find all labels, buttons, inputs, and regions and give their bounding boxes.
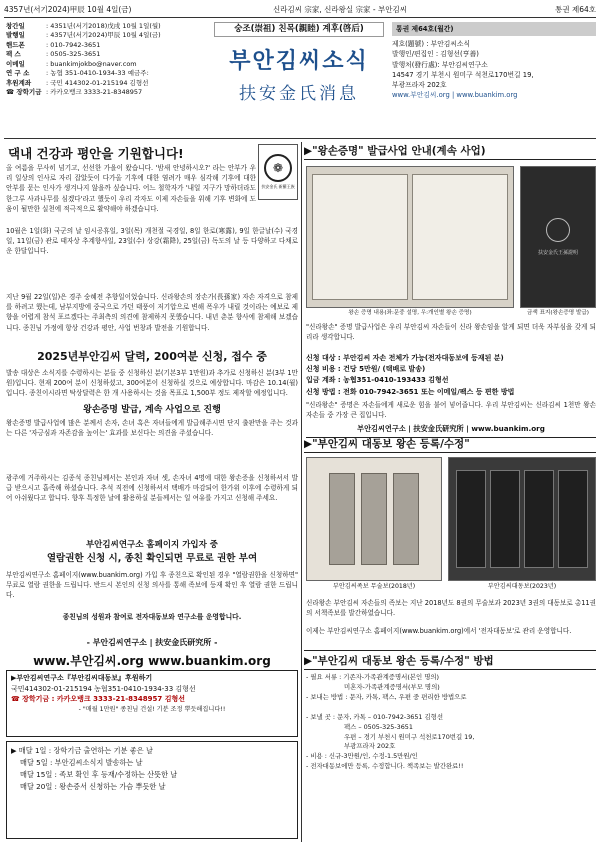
book-volume xyxy=(456,470,486,568)
masthead-info-row xyxy=(6,31,206,40)
masthead-divider xyxy=(4,138,596,139)
greeting-paragraph: 10월은 1일(화) 국군의 날 임시공휴일, 3일(목) 개천절 국경일, 8일 한로(寒露), 9일 한글날(수) 국경일, 11일(금) 관로 태자상 추계향사일, 23일(수) 상강(霜降), 25일(금) 독도의 날 등 다양하고 다채로운 한달입니다. xyxy=(6,227,298,256)
masthead-publisher xyxy=(392,22,596,134)
publisher-line: 부광프라자 202호 xyxy=(392,80,447,89)
book-volume xyxy=(524,470,554,568)
jokbo-2018-photo xyxy=(306,457,442,581)
cert-page-right xyxy=(412,174,508,300)
daedongbo-2023-photo xyxy=(448,457,596,581)
cert-application-info xyxy=(306,353,596,398)
closing-line: 종친님의 성원과 참여로 전자대동보와 연구소를 운영합니다. xyxy=(62,613,242,621)
info-value: : buankimjokbo@naver.com xyxy=(46,59,137,68)
roster-section-heading: ▶"부안김씨 대동보 왕손 등록/수정" xyxy=(304,437,596,453)
method-item: - 전자대동보에만 등록, 수정합니다. 책족보는 발간완료!! xyxy=(306,762,464,771)
photo-caption: 금색 표지(왕손증명 발급) xyxy=(527,310,589,316)
cert-paragraph: 광주에 거주하시는 김종석 종친님께서는 본인과 자녀 셋, 손자녀 4명에 대한 왕손증을 신청하셔서 발급 받으시고 흡족해 하셨습니다. 추석 직전에 신청하셔서 택배가 마감되어 한가위 이후에 수령하게 되어 아쉬웠다고 합니다. 향후 특정한 날에 활용하실 분들께서는 일 여유를 가지고 신청해 주세요. xyxy=(6,474,298,503)
method-item: - 보낼 곳 : 문자, 카톡 – 010-7942-3651 김형선 xyxy=(306,712,444,721)
schedule-item: 매달 20일 : 왕손증서 신청하는 가슴 뿌듯한 날 xyxy=(20,781,166,791)
cert-page-left xyxy=(312,174,408,300)
method-list xyxy=(306,673,596,772)
info-key: ☎ 장학기금 xyxy=(6,87,42,96)
method-item: 팩스 – 0505-325-3651 xyxy=(344,722,413,731)
masthead-info-row xyxy=(6,79,206,88)
clan-emblem xyxy=(258,144,298,200)
book-volume xyxy=(490,470,520,568)
apply-item: 신청 방법 : 전화 010-7942-3651 또는 이메일/팩스 등 편한 방법 xyxy=(306,387,515,396)
calendar-heading: 2025년부안김씨 달력, 200여분 신청, 접수 중 xyxy=(37,350,267,363)
greeting-paragraph: 올 여름을 무사히 넘기고, 선선한 가을이 왔습니다. '밤새 안녕하시오?' 라는 안부가 우리 일상의 인사로 자리 잡았듯이 다가올 기후에 대한 염려가 매우 심각해 기후에 대한 안부를 묻는 인사가 생겨나지 않을까 싶습니다. 어느 철학자가 '내일 지구가 망하더라도 한그루 사과나무를 심겠다'라고 했듯이 우리 각자도 이제 자손들을 위해 기후 변화에 도움이 될만한 실천에 적극적으로 활약해야 하겠습니다. xyxy=(6,164,256,213)
info-value: : 4357년(서기2024)甲辰 10월 4일(금) xyxy=(46,31,161,40)
masthead-info-row xyxy=(6,22,206,31)
website-link[interactable]: www.부안김씨.org | www.buankim.org xyxy=(392,91,518,100)
method-item: 부광프라자 202호 xyxy=(344,742,396,751)
info-value: : 4351년(서기2018)戊戌 10월 1일(월) xyxy=(46,22,161,30)
publisher-line: 발행인/편집인 : 김형선(亨善) xyxy=(392,50,479,59)
apply-item: 신청 대상 : 부안김씨 자손 전체가 가능(전자대동보에 등재된 분) xyxy=(306,354,504,362)
cert-heading: 왕손증명 발급, 계속 사업으로 진행 xyxy=(83,405,221,415)
apply-item: 입금 계좌 : 농협351-0410-193433 김형선 xyxy=(306,376,449,385)
schedule-item: ▶ 매달 1일 : 장학기금 출연하는 기분 좋은 날 xyxy=(11,746,153,755)
masthead-info-row xyxy=(6,41,206,50)
schedule-item: 매달 15일 : 족보 확인 후 등재/수정하는 산뜻한 날 xyxy=(20,769,178,779)
publisher-line: 14547 경기 부천시 원미구 석천로170번길 19, xyxy=(392,70,534,79)
info-key: 이메일 xyxy=(6,59,25,68)
masthead-info-row xyxy=(6,69,206,78)
org-line: - 부안김씨연구소 | 扶安金氏研究所 - xyxy=(86,638,218,647)
photo-caption: 부안김씨대동보(2023년) xyxy=(487,583,557,590)
method-item: 우편 – 경기 부천시 원미구 석천로170번길 19, xyxy=(344,732,475,741)
cert-note: "신라왕손" 증명은 자손들에게 새로운 힘을 불어 넣어줍니다. 우리 부안김씨는 신라김씨 1천만 왕손 자손들 중 가장 큰 집입니다. xyxy=(306,401,596,420)
method-item: - 비용 : 신규-3만원/인, 수정-1.5만원/인 xyxy=(306,752,418,761)
masthead-info xyxy=(6,22,206,134)
info-key: 핸드폰 xyxy=(6,40,25,49)
homepage-subheading: 열람권한 신청 시, 종친 확인되면 무료로 권한 부여 xyxy=(46,553,258,564)
strip-clan: 신라김씨 宗家, 신라왕실 宗家 - 부안김씨 xyxy=(273,5,407,15)
cert-section-heading: ▶"왕손증명" 발급사업 안내(계속 사업) xyxy=(304,144,596,160)
photo-caption: 부안김씨족보 무술보(2018년) xyxy=(332,583,416,590)
method-section-heading: ▶"부안김씨 대동보 왕손 등록/수정" 방법 xyxy=(304,650,596,670)
greeting-heading: 댁내 건강과 평안을 기원합니다! xyxy=(8,146,184,161)
cert-document-photo xyxy=(306,166,514,308)
book-volume xyxy=(329,473,355,565)
info-value: : 0505-325-3651 xyxy=(46,50,101,59)
date-strip xyxy=(4,4,596,18)
scholarship-account: ☎ 장학기금 : 카카오뱅크 3333-21-8348957 김형선 xyxy=(11,695,185,703)
book-volume xyxy=(558,470,588,568)
support-box xyxy=(6,670,298,737)
info-key: 후원계좌 xyxy=(6,78,32,87)
roster-paragraph: 이제는 부안김씨연구소 홈페이지(www.buankim.org)에서 '전자대동보'로 관리 운영합니다. xyxy=(306,627,572,635)
schedule-item: 매달 5일 : 부안김씨소식지 발송하는 날 xyxy=(20,757,143,767)
homepage-heading: 부안김씨연구소 홈페이지 가입자 중 xyxy=(85,540,219,550)
support-accounts: 국민414302-01-215194 농협351-0410-1934-33 김형선 xyxy=(11,684,196,693)
masthead-info-row xyxy=(6,50,206,59)
info-value: : 농협 351-0410-1934-33 예금주: xyxy=(46,69,149,78)
column-divider xyxy=(301,142,302,842)
emblem-caption: 扶安金氏 新羅王族 xyxy=(261,184,295,190)
roster-paragraph: 신라왕손 부안김씨 자손들의 족보는 지난 2018년도 8권의 무술보과 2023년 3권의 대동보로 총11권의 서책족보를 발간하였습니다. xyxy=(306,599,596,618)
info-value: : 카카오뱅크 3333-21-8348957 xyxy=(46,87,143,96)
info-value: : 010-7942-3651 xyxy=(46,40,101,49)
cert-paragraph: 왕손증명 발급사업에 많은 분께서 손자, 손녀 혹은 자녀들에게 발급해주시면 단지 출판만을 주는 것과는 다른 '자긍심과 자존감을 높이는' 효과를 보신다는 의견을 주셨습니다. xyxy=(6,419,298,438)
publisher-line: 제호(題號) : 부안김씨소식 xyxy=(392,40,471,49)
masthead-info-row xyxy=(6,88,206,97)
method-item: - 보내는 방법 : 문자, 카톡, 팩스, 우편 중 편리한 방법으로 xyxy=(306,692,467,701)
info-value: : 국민 414302-01-215194 김형선 xyxy=(46,78,149,87)
cert-cover-photo xyxy=(520,166,596,308)
photo-caption: 왕손 증명 내용(좌:문중 설명, 우:개인별 왕손 증명) xyxy=(348,310,472,316)
emblem-seal-icon: ❁ xyxy=(264,154,292,182)
org-url-link[interactable]: www.부안김씨.org www.buankim.org xyxy=(33,654,271,668)
newsletter-title-hanja: 扶安金氏消息 xyxy=(239,84,359,105)
strip-date: 4357년(서기2024)甲辰 10월 4일(금) xyxy=(4,5,132,15)
cover-emblem-icon xyxy=(546,218,570,242)
method-item xyxy=(306,703,596,713)
masthead-info-row xyxy=(6,60,206,69)
publisher-line: 발행처(發行處): 부안김씨연구소 xyxy=(392,60,488,69)
info-key: 팩 스 xyxy=(6,50,21,59)
info-key: 창간일 xyxy=(6,22,25,30)
support-note: - "매월 1만원" 종친님 건설! 기분 조정 뿌듯해집니다!! xyxy=(78,705,226,713)
cert-org-line: 부안김씨연구소 | 扶安金氏研究所 | www.buankim.org xyxy=(306,424,596,438)
monthly-schedule xyxy=(6,741,298,839)
method-item: - 필요 서류 : 기존자-가족관계증명서(본인 명의) xyxy=(306,673,440,681)
greeting-paragraph: 지난 9월 22일(일)은 경주 숭혜전 추향일이었습니다. 신라왕손의 장손가(長孫家) 자손 자격으로 참제를 하려고 했는데, 남부지방에 중국으로 가던 태풍이 저기압으로 변해 폭우가 내릴 것이라는 예보로 제향을 어렵게 참석 포르겠다는 주최측의 의견에 참제하지 못했습니다. 내년 춘분 향사에 참제해 보겠습니다. 종친님 가정에 항상 건강과 평안, 사업 번창과 발전을 기원합니다. xyxy=(6,293,298,332)
masthead-title-block xyxy=(214,22,384,134)
info-key: 발행일 xyxy=(6,31,25,40)
book-volume xyxy=(393,473,419,565)
apply-item: 신청 비용 : 건당 5만원/ (택배로 발송) xyxy=(306,365,426,374)
strip-issue: 통권 제64호 xyxy=(555,5,596,15)
masthead-motto: 숭조(崇祖) 친목(親睦) 계후(啓后) xyxy=(214,22,384,37)
newsletter-title: 부안김씨소식 xyxy=(229,48,369,75)
calendar-paragraph: 발송 대상은 소식지를 수령하시는 분들 중 신청하신 분(기본3부 1만원)과 추가로 신청하신 분(3부 1만원)입니다. 현재 200여 분이 신청하셨고, 300여분이 신청하실 것으로 예상합니다. 마감은 10.14(월)입니다. 종친이시라면 탁상달력은 한 개 사용하시는 것을 목표로 1,500부 정도 제작할 예정입니다. xyxy=(6,369,298,398)
cert-description: "신라왕손" 증명 발급사업은 우리 부안김씨 자손들이 신라 왕손임을 알게 되면 더욱 자부심을 갖게 되리라 생각합니다. xyxy=(306,323,596,342)
info-key: 연 구 소 xyxy=(6,69,30,78)
method-item: 미혼자-가족관계증명서(부모 명의) xyxy=(344,682,440,691)
issue-number: 통권 제64호(월간) xyxy=(392,22,596,36)
cover-title: 扶安金氏王孫證明 xyxy=(537,249,578,256)
book-volume xyxy=(361,473,387,565)
support-heading: ▶부안김씨연구소『부안김씨대동보』후원하기 xyxy=(11,674,153,682)
homepage-paragraph: 부안김씨연구소 홈페이지(www.buankim.org) 가입 후 종친으로 확인된 경우 "열람권한을 신청하면" 무료로 열람 권한을 드립니다. 반드시 본인의 신청 의사를 통해 족보에 등재 확인 후 열람 권한 드립니다. xyxy=(6,571,298,600)
